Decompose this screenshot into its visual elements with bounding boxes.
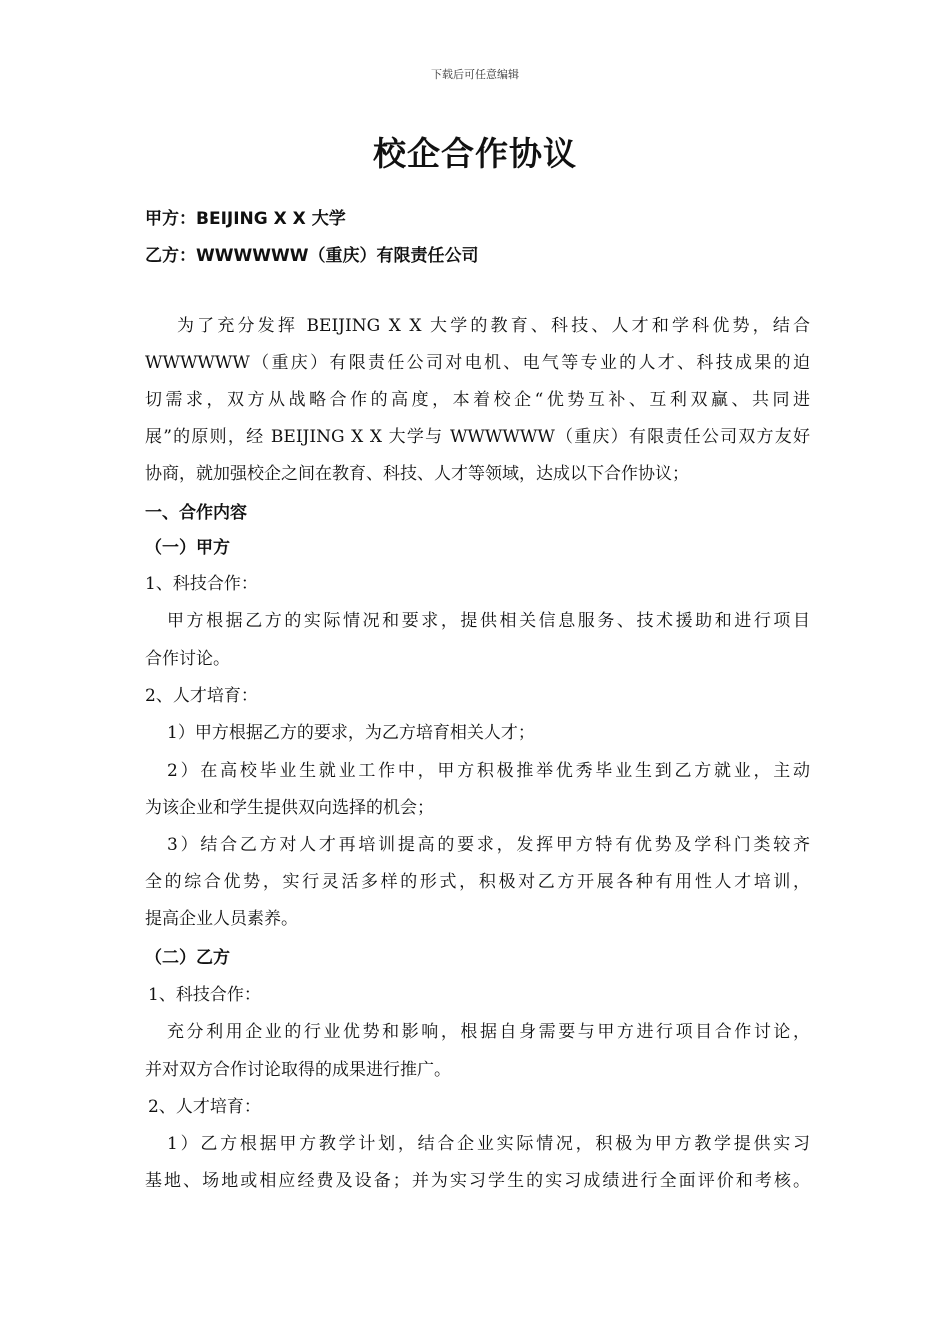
party-b-tech-text: 充分利用企业的行业优势和影响，根据自身需要与甲方进行项目合作讨论， bbox=[167, 1022, 810, 1042]
intro-line: 切需求，双方从战略合作的高度，本着校企“优势互补、互利双赢、共同进 bbox=[145, 390, 810, 410]
document-title: 校企合作协议 bbox=[373, 134, 577, 173]
party-a-talent-item-1: 1）甲方根据乙方的要求，为乙方培育相关人才； bbox=[167, 723, 535, 743]
party-a-talent-item-3: 提高企业人员素养。 bbox=[145, 909, 298, 929]
party-b-talent-title: 2、人才培育： bbox=[148, 1097, 261, 1117]
party-a-talent-item-2: 2）在高校毕业生就业工作中，甲方积极推举优秀毕业生到乙方就业，主动 bbox=[167, 761, 810, 781]
intro-line: 展”的原则，经 BEIJING X X 大学与 WWWWWW（重庆）有限责任公司双方友好 bbox=[145, 427, 810, 447]
party-a-talent-item-3: 3）结合乙方对人才再培训提高的要求，发挥甲方特有优势及学科门类较齐 bbox=[167, 835, 810, 855]
party-a-line: 甲方：BEIJING X X 大学 bbox=[145, 209, 346, 229]
party-b-talent-item-1: 基地、场地或相应经费及设备；并为实习学生的实习成绩进行全面评价和考核。 bbox=[145, 1171, 810, 1191]
party-a-talent-title: 2、人才培育： bbox=[145, 686, 258, 706]
party-a-talent-item-2: 为该企业和学生提供双向选择的机会； bbox=[145, 798, 434, 818]
header-note: 下载后可任意编辑 bbox=[431, 68, 519, 81]
intro-line: 为了充分发挥 BEIJING X X 大学的教育、科技、人才和学科优势，结合 bbox=[177, 316, 810, 336]
intro-line: 协商，就加强校企之间在教育、科技、人才等领域，达成以下合作协议； bbox=[145, 464, 689, 484]
subsection-heading-party-a: （一）甲方 bbox=[145, 538, 230, 558]
subsection-heading-party-b: （二）乙方 bbox=[145, 948, 230, 968]
party-b-talent-item-1: 1）乙方根据甲方教学计划，结合企业实际情况，积极为甲方教学提供实习 bbox=[167, 1134, 810, 1154]
party-b-line: 乙方：WWWWWW（重庆）有限责任公司 bbox=[145, 246, 479, 266]
party-b-tech-text: 并对双方合作讨论取得的成果进行推广。 bbox=[145, 1060, 451, 1080]
intro-line: WWWWWW（重庆）有限责任公司对电机、电气等专业的人才、科技成果的迫 bbox=[145, 353, 810, 373]
party-b-tech-title: 1、科技合作： bbox=[148, 985, 261, 1005]
party-a-tech-text: 合作讨论。 bbox=[145, 649, 230, 669]
section-heading: 一、合作内容 bbox=[145, 503, 247, 523]
party-a-tech-title: 1、科技合作： bbox=[145, 574, 258, 594]
party-a-talent-item-3: 全的综合优势，实行灵活多样的形式，积极对乙方开展各种有用性人才培训， bbox=[145, 872, 810, 892]
party-a-tech-text: 甲方根据乙方的实际情况和要求，提供相关信息服务、技术援助和进行项目 bbox=[167, 611, 810, 631]
